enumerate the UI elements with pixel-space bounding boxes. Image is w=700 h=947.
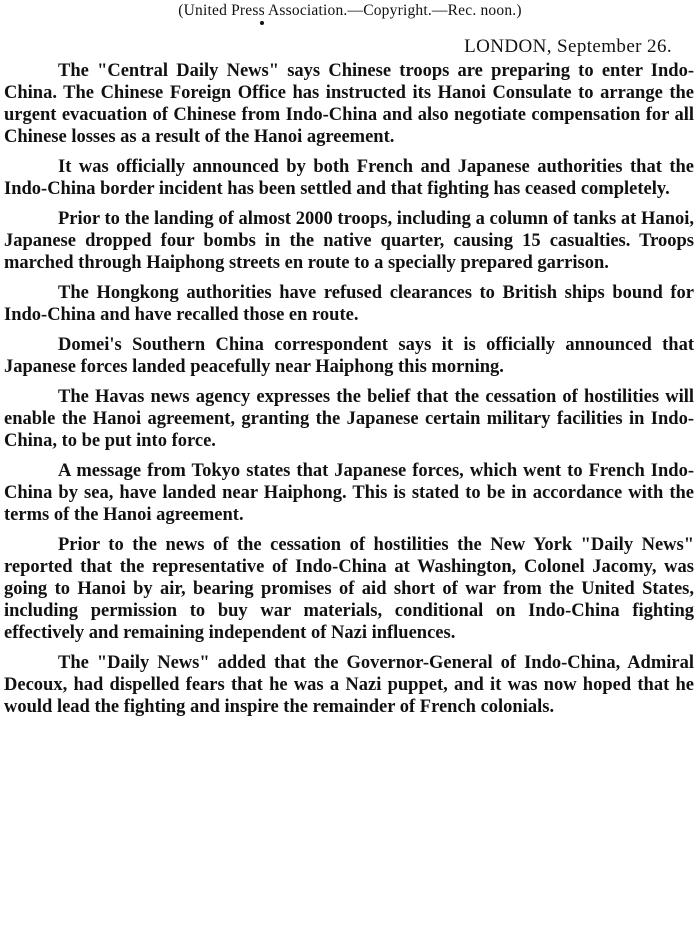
article-paragraph: A message from Tokyo states that Japanese forces, which went to French Indo-China by sea, have landed near Haiphong. This is stated to be in accordance with the terms of the Hanoi agreement.: [4, 461, 694, 525]
article-paragraph: Prior to the landing of almost 2000 troops, including a column of tanks at Hanoi, Japanese dropped four bombs in the native quarter, causing 15 casualties. Troops marched through Haiphong streets en route to a specially prepared garrison.: [4, 209, 694, 273]
article-paragraph: The "Daily News" added that the Governor-General of Indo-China, Admiral Decoux, had dispelled fears that he was a Nazi puppet, and it was now hoped that he would lead the fighting and inspire the remainder of French colonials.: [4, 653, 694, 717]
article-paragraph: Prior to the news of the cessation of hostilities the New York "Daily News" reported that the representative of Indo-China at Washington, Colonel Jacomy, was going to Hanoi by air, bearing promises of aid short of war from the United States, including permission to buy war materials, conditional on Indo-China fighting effectively and remaining independent of Nazi influences.: [4, 535, 694, 643]
article-paragraph: The "Central Daily News" says Chinese troops are preparing to enter Indo-China. The Chinese Foreign Office has instructed its Hanoi Consulate to arrange the urgent evacuation of Chinese from Indo-China and also negotiate compensation for all Chinese losses as a result of the Hanoi agreement.: [4, 61, 694, 147]
article-paragraph: The Havas news agency expresses the belief that the cessation of hostilities will enable the Hanoi agreement, granting the Japanese certain military facilities in Indo-China, to be put into force.: [4, 387, 694, 451]
article-paragraph: It was officially announced by both French and Japanese authorities that the Indo-China border incident has been settled and that fighting has ceased completely.: [4, 157, 694, 199]
dateline: LONDON, September 26.: [464, 36, 672, 57]
wire-credit-line: (United Press Association.—Copyright.—Rec. noon.): [178, 2, 522, 19]
article-paragraph: Domei's Southern China correspondent says it is officially announced that Japanese forces landed peacefully near Haiphong this morning.: [4, 335, 694, 377]
article-body: [4, 60, 694, 726]
article-paragraph: The Hongkong authorities have refused clearances to British ships bound for Indo-China and have recalled those en route.: [4, 283, 694, 325]
print-speck: [260, 21, 264, 25]
